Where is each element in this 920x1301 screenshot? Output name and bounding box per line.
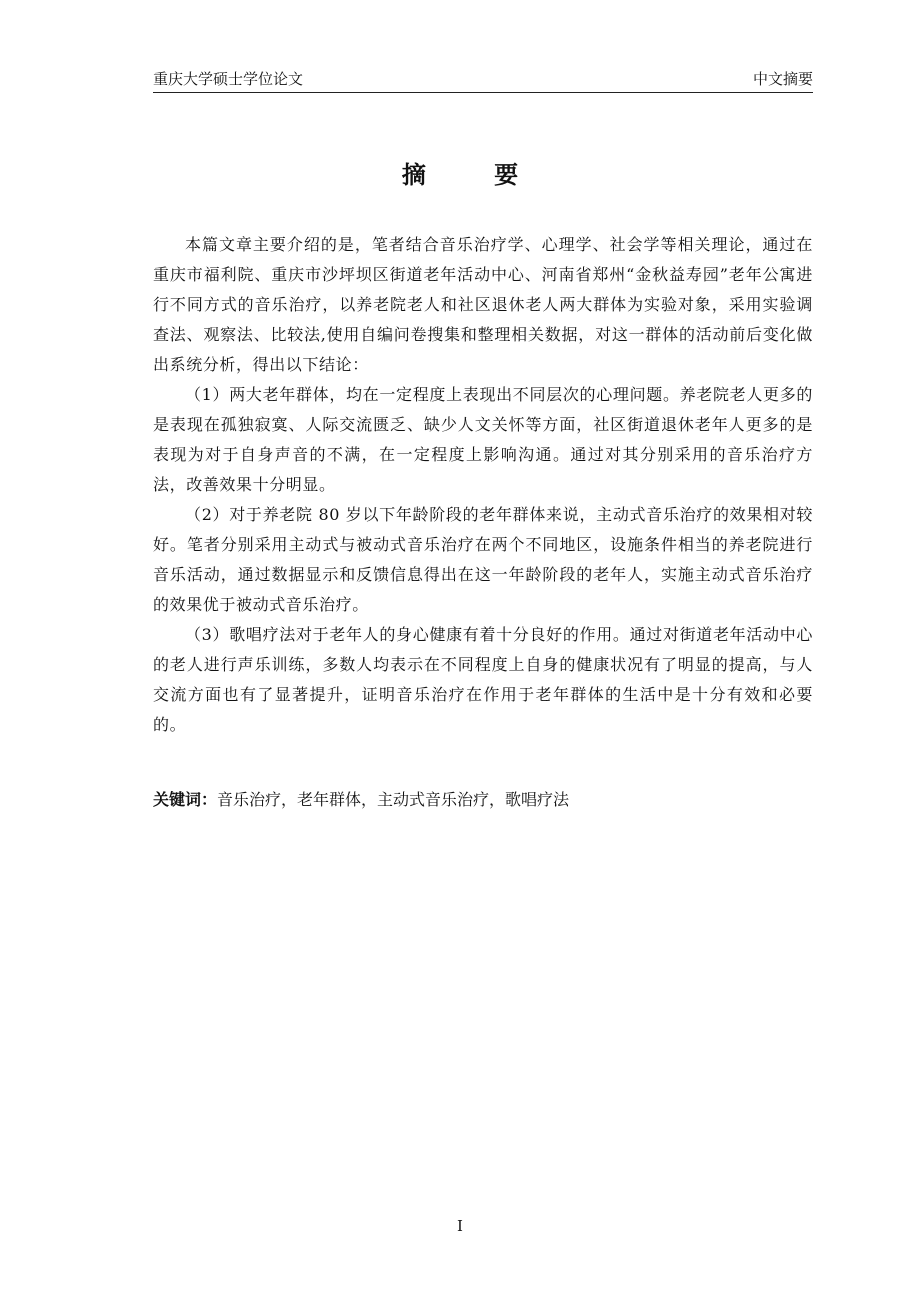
keywords-text: 音乐治疗，老年群体，主动式音乐治疗，歌唱疗法 (217, 790, 570, 809)
conclusion-3-paragraph: （3）歌唱疗法对于老年人的身心健康有着十分良好的作用。通过对街道老年活动中心的老人进行声乐训练，多数人均表示在不同程度上自身的健康状况有了明显的提高，与人交流方面也有了显著提升，证明音乐治疗在作用于老年群体的生活中是十分有效和必要的。 (153, 625, 813, 734)
page-number: I (457, 1217, 463, 1235)
conclusion-2-paragraph: （2）对于养老院 80 岁以下年龄阶段的老年群体来说，主动式音乐治疗的效果相对较好。笔者分别采用主动式与被动式音乐治疗在两个不同地区，设施条件相当的养老院进行音乐活动，通过数据显示和反馈信息得出在这一年龄阶段的老年人，实施主动式音乐治疗的效果优于被动式音乐治疗。 (153, 505, 813, 614)
abstract-body (153, 230, 813, 740)
keywords-label: 关键词： (153, 790, 218, 809)
intro-paragraph: 本篇文章主要介绍的是，笔者结合音乐治疗学、心理学、社会学等相关理论，通过在重庆市福利院、重庆市沙坪坝区街道老年活动中心、河南省郑州“金秋益寿园”老年公寓进行不同方式的音乐治疗，以养老院老人和社区退休老人两大群体为实验对象，采用实验调查法、观察法、比较法,使用自编问卷搜集和整理相关数据，对这一群体的活动前后变化做出系统分析，得出以下结论： (153, 235, 813, 374)
abstract-title: 摘 要 (401, 161, 549, 189)
section-name: 中文摘要 (752, 70, 813, 88)
thesis-name: 重庆大学硕士学位论文 (153, 70, 304, 88)
conclusion-1-paragraph: （1）两大老年群体，均在一定程度上表现出不同层次的心理问题。养老院老人更多的是表现在孤独寂寞、人际交流匮乏、缺少人文关怀等方面，社区街道退休老年人更多的是表现为对于自身声音的不满，在一定程度上影响沟通。通过对其分别采用的音乐治疗方法，改善效果十分明显。 (153, 385, 813, 494)
keywords-line (153, 787, 813, 813)
page-header (153, 68, 813, 93)
